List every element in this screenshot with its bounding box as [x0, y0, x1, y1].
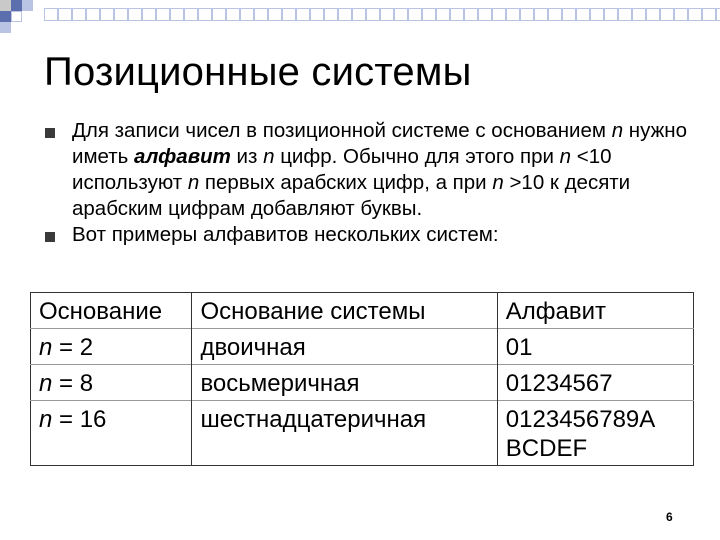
- alphabet-table: [30, 292, 694, 466]
- alphabet-cell: 01: [497, 329, 693, 365]
- bullet-text: Для записи чисел в позиционной системе с основанием n нужно иметь алфавит из n цифр. Обычно для этого при n <10 используют n первых арабских цифр, а при n >10 к десяти арабским цифрам добавляют буквы.: [72, 119, 688, 220]
- table-row: [31, 401, 694, 466]
- deco-square-gray: [0, 0, 11, 11]
- deco-square-blue: [11, 0, 22, 11]
- table-row: [31, 365, 694, 401]
- header-cell: Основание системы: [192, 293, 497, 329]
- system-name-cell: шестнадцатеричная: [192, 401, 497, 466]
- alphabet-cell: 0123456789A BCDEF: [497, 401, 693, 466]
- system-name-cell: восьмеричная: [192, 365, 497, 401]
- deco-square-white: [11, 11, 22, 22]
- base-cell: n = 8: [31, 365, 192, 401]
- page-number: 6: [666, 510, 673, 524]
- bullet-item: [42, 118, 702, 222]
- deco-grid-bar: [44, 8, 720, 21]
- deco-square-light: [22, 0, 33, 11]
- table-row: [31, 329, 694, 365]
- header-decoration: [0, 0, 720, 40]
- base-cell: n = 2: [31, 329, 192, 365]
- bullet-list: [42, 118, 702, 248]
- page-title: Позиционные системы: [44, 50, 472, 94]
- bullet-square-icon: [45, 232, 55, 242]
- header-cell: Основание: [39, 298, 163, 325]
- alphabet-cell: 01234567: [497, 365, 693, 401]
- header-cell: Алфавит: [497, 293, 693, 329]
- bullet-text: Вот примеры алфавитов нескольких систем:: [72, 223, 499, 246]
- deco-square-blue-2: [0, 11, 11, 22]
- deco-square-light-2: [0, 22, 11, 33]
- table-header-row: [31, 293, 694, 329]
- bullet-square-icon: [45, 128, 55, 138]
- bullet-item: [42, 222, 702, 248]
- base-cell: n = 16: [31, 401, 192, 466]
- system-name-cell: двоичная: [192, 329, 497, 365]
